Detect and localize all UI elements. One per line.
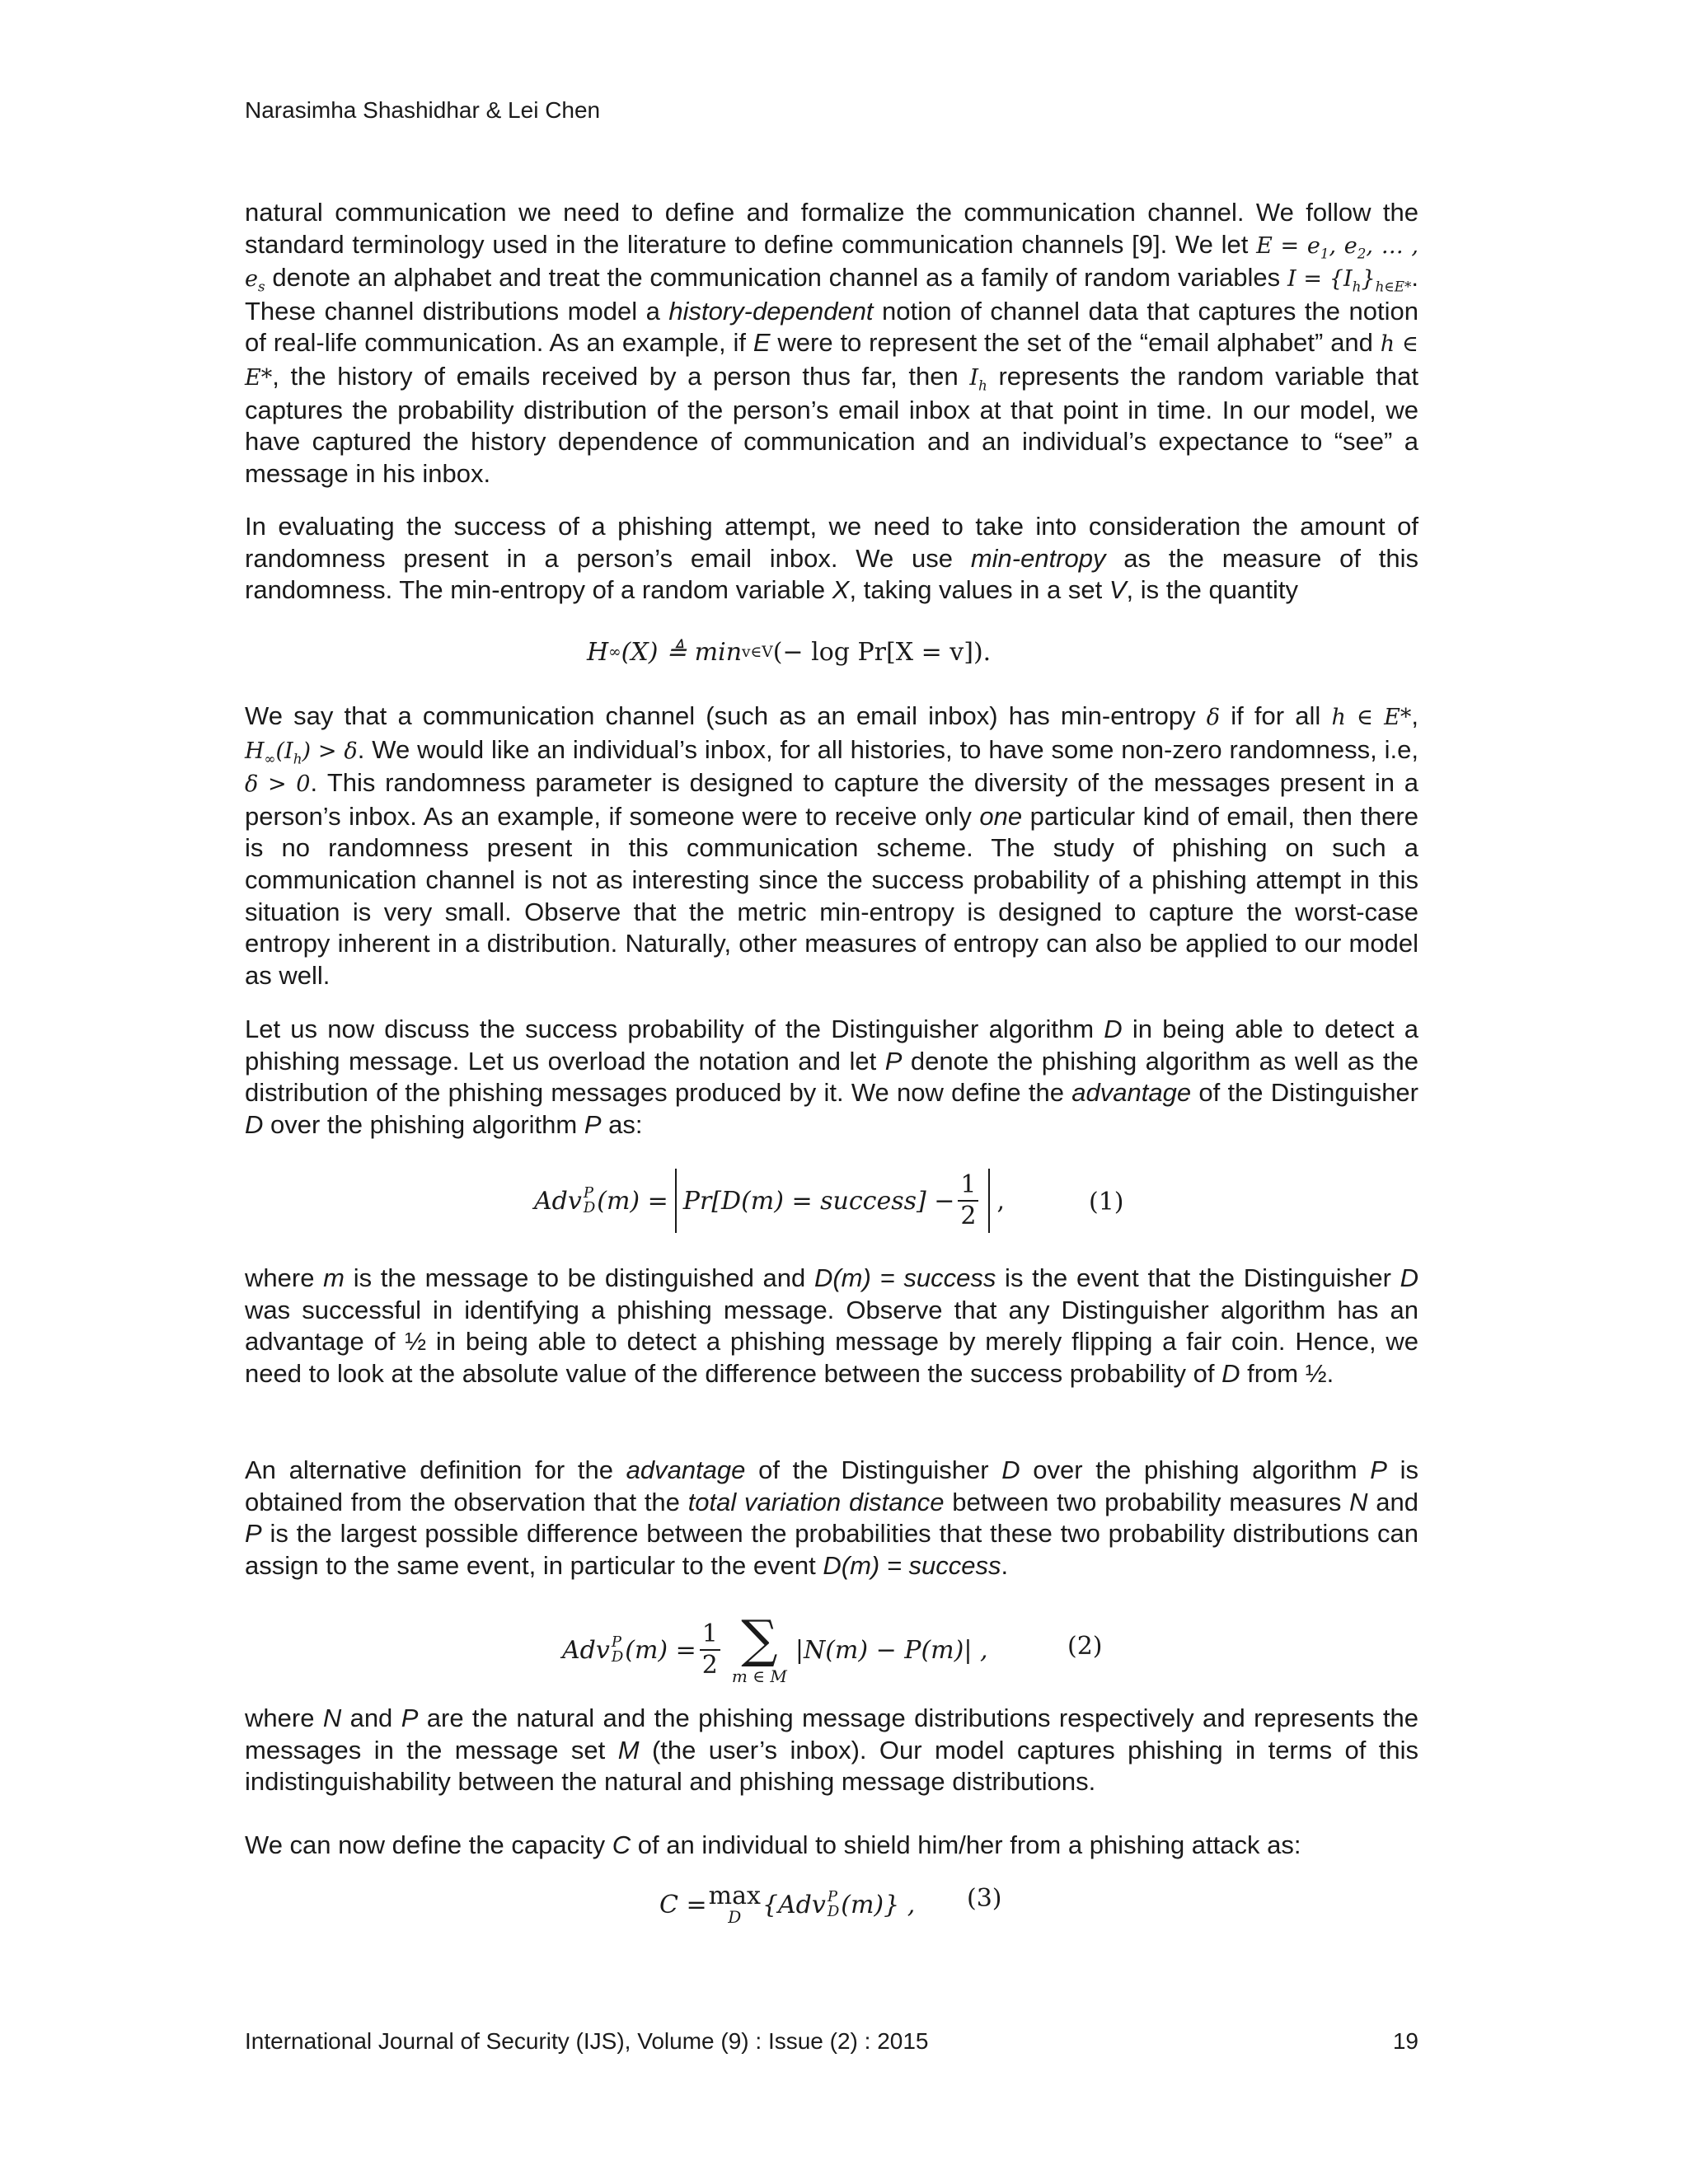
- max-operator: max D: [708, 1882, 761, 1927]
- equation-number-3: (3): [967, 1884, 1002, 1913]
- equation-2-variation: Adv P D (m) = $\frac{1}{2}$ ∑ m ∈ M |N(m) − P(m)| ,: [562, 1609, 988, 1686]
- abs-bar-right: [988, 1169, 990, 1233]
- paragraph-distinguisher: Let us now discuss the success probability of the Distinguisher algorithm D in being able to detect a phishing message. Let us overload the notation and let P denote the phishing algorithm as well as the distribution of the phishing messages produced by it. We now define the advantage of the Distinguisher D over the phishing algorithm P as:: [245, 1015, 1419, 1139]
- equation-3-capacity: C = max D {Adv P D (m)} ,: [659, 1882, 916, 1927]
- paragraph-capacity: We can now define the capacity C of an individual to shield him/her from a phishing attack as:: [245, 1830, 1301, 1859]
- paragraph-total-variation: An alternative definition for the advantage of the Distinguisher D over the phishing algorithm P is obtained from the observation that the total variation distance between two probability measures N and P is the largest possible difference between the probabilities that these two probability distributions can assign to the same event, in particular to the event D(m) = success.: [245, 1455, 1418, 1580]
- equation-number-2: (2): [1067, 1632, 1103, 1661]
- page-footer: [245, 2028, 1418, 2055]
- running-header: Narasimha Shashidhar & Lei Chen: [245, 97, 601, 123]
- summation: ∑ m ∈ M: [731, 1609, 787, 1686]
- paragraph-explanation: where m is the message to be distinguished and D(m) = success is the event that the Distinguisher D was successful in identifying a phishing message. Observe that any Distinguisher algorithm has an advantage of ½ in being able to detect a phishing message by merely flipping a fair coin. Hence, we need to look at the absolute value of the difference between the success probability of D from ½.: [245, 1263, 1419, 1388]
- math-alphabet: $E = e_1$, $e_2$, … , $e_s$: [245, 232, 1418, 295]
- equation-1-advantage: Adv P D (m) = Pr[D(m) = success] − $\frac{1}{2}$ ,: [534, 1169, 1005, 1233]
- equation-number-1: (1): [1089, 1188, 1124, 1216]
- math-random-variables: $I = \{I_h\}_{h\in E*}$: [1287, 266, 1412, 295]
- equation-min-entropy: H ∞ (X) ≜ min v∈V (− log Pr[X = v]).: [587, 638, 992, 667]
- fraction-half-2: $\frac{1}{2}$: [700, 1622, 720, 1678]
- paragraph-randomness: We say that a communication channel (such as an email inbox) has min-entropy δ if for all h ∈ E*, $H_\infty(I_h) > \delta$. We would like an individual’s inbox, for all histories, to have some non-zero randomness, i.e, δ > 0. This randomness parameter is designed to capture the diversity of the messages present in a person’s inbox. As an example, if someone were to receive only one particular kind of email, then there is no randomness present in this communication scheme. The study of phishing on such a communication channel is not as interesting since the success probability of a phishing attempt in this situation is very small. Observe that the metric min-entropy is designed to capture the worst-case entropy inherent in a distribution. Naturally, other measures of entropy can also be applied to our model as well.: [245, 701, 1419, 990]
- paragraph-distributions: where N and P are the natural and the phishing message distributions respectively and represents the messages in the message set M (the user’s inbox). Our model captures phishing in terms of this indistinguishability between the natural and phishing message distributions.: [245, 1704, 1418, 1797]
- fraction-half: $\frac{1}{2}$: [958, 1173, 978, 1229]
- page-number: 19: [1392, 2028, 1418, 2054]
- journal-citation: International Journal of Security (IJS), Volume (9) : Issue (2) : 2015: [245, 2028, 929, 2054]
- paragraph-min-entropy: In evaluating the success of a phishing attempt, we need to take into consideration the amount of randomness present in a person’s email inbox. We use min-entropy as the measure of this randomness. The min-entropy of a random variable X, taking values in a set V, is the quantity: [245, 512, 1418, 605]
- paragraph-channel: natural communication we need to define and formalize the communication channel. We follow the standard terminology used in the literature to define communication channels [9]. We let $E = e_1$, $e_2$, … , $e_s$ denote an alphabet and treat the communication channel as a family of random variables $I = \{I_h\}_{h\in E*}$. These channel distributions model a history-dependent notion of channel data that captures the notion of real-life communication. As an example, if E were to represent the set of the “email alphabet” and h ∈ E*, the history of emails received by a person thus far, then $I_h$ represents the random variable that captures the probability distribution of the person’s email inbox at that point in time. In our model, we have captured the history dependence of communication and an individual’s expectance to “see” a message in his inbox.: [245, 198, 1418, 488]
- abs-bar-left: [675, 1169, 677, 1233]
